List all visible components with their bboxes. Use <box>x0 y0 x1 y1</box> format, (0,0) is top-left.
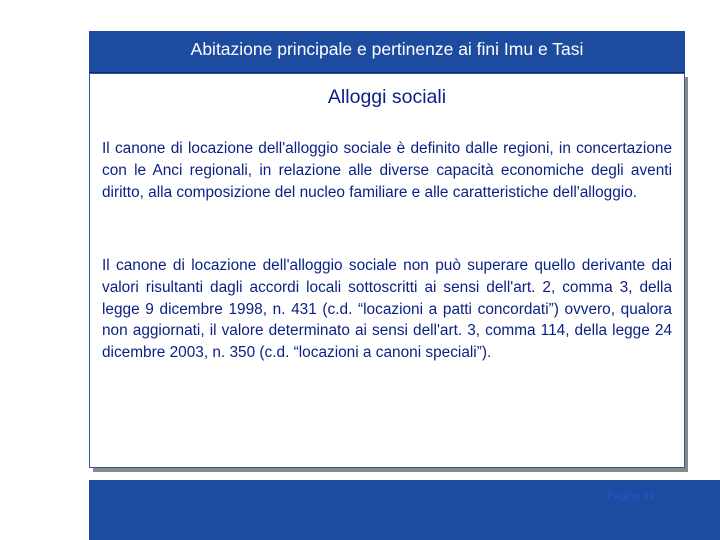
slide-title: Abitazione principale e pertinenze ai fini Imu e Tasi <box>190 39 584 59</box>
paragraph-1: Il canone di locazione dell'alloggio sociale è definito dalle regioni, in concertazione con le Anci regionali, in relazione alle diverse capacità economiche degli aventi diritto, alla composizione del nucleo familiare e alle caratteristiche dell'alloggio. <box>102 140 672 201</box>
section-subtitle: Alloggi sociali <box>327 86 447 108</box>
title-bar <box>89 31 685 73</box>
page-number: Pagina 39 <box>607 490 655 502</box>
paragraph-2: Il canone di locazione dell'alloggio sociale non può superare quello derivante dai valori risultanti dagli accordi locali sottoscritti ai sensi dell'art. 2, comma 3, della legge 9 dicembre 1998, n. 431 (c.d. “locazioni a patti concordati”) ovvero, qualora non aggiornati, il valore determinato ai sensi dell'art. 3, comma 114, della legge 24 dicembre 2003, n. 350 (c.d. “locazioni a canoni speciali”). <box>102 257 672 362</box>
footer-bar <box>89 480 720 540</box>
content-box <box>89 73 685 468</box>
